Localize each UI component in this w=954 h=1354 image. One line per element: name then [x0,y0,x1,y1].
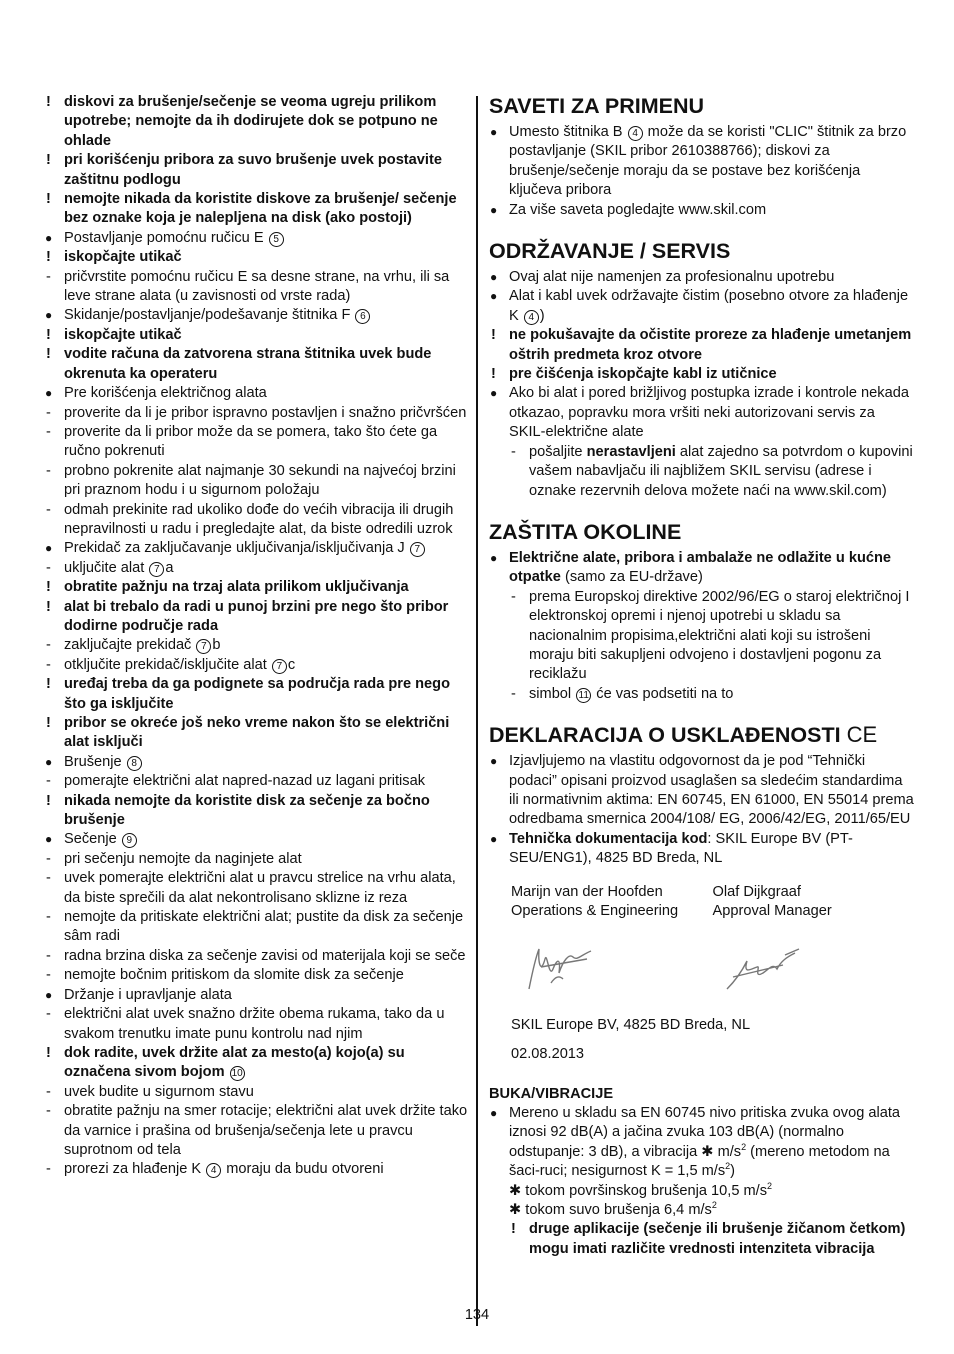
dash-item: - otključite prekidač/isključite alat 7 c [46,656,296,673]
figure-ref: 5 [269,232,284,247]
figure-ref: 9 [122,833,137,848]
figure-ref: 6 [355,309,370,324]
warning-item: ! nikada nemojte da koristite disk za sečenje za bočno brušenje [46,792,430,829]
dash-item: - nemojte bočnim pritiskom da slomite disk za sečenje [46,967,404,984]
warning-item: ! iskopčajte utikač [46,326,182,343]
page-number: 134 [464,1307,490,1323]
dash-item: - zaključajte prekidač 7 b [46,637,221,654]
dash-item: - pri sečenju nemojte da naginjete alat [46,850,302,867]
dash-item: - uvek pomerajte električni alat u pravcu strelice na vrhu alata, da biste sprečili da alat nekontrolisano sklizne iz reza [46,870,456,906]
dash-item: - obratite pažnju na smer rotacije; električni alat uvek držite tako da varnice i prašina od brušenja/sečenja lete u pravcu suprotnom od tela [46,1103,468,1158]
figure-ref: 7 [196,639,211,654]
figure-ref: 11 [576,688,591,703]
section-heading-buka: BUKA/VIBRACIJE [489,1085,614,1102]
dash-item: - pomerajte električni alat napred-nazad uz lagani pritisak [46,773,425,790]
signatory-name: Marijn van der Hoofden [511,883,663,900]
bullet-item: ● Držanje i upravljanje alata [45,986,232,1003]
dash-item: - uključite alat 7 a [46,559,174,576]
warning-item: ! pri korišćenju pribora za suvo brušenje uvek postavite zaštitnu podlogu [46,152,442,188]
warning-item: ! diskovi za brušenje/sečenje se veoma ugreju prilikom upotrebe; nemojte da ih dodirujete dok se potpuno ne ohlade [46,94,438,149]
figure-ref: 8 [127,756,142,771]
dash-item: - uvek budite u sigurnom stavu [46,1083,254,1100]
warning-item: ! dok radite, uvek držite alat za mesto(a) kojo(a) su označena sivom bojom 10 [46,1044,405,1081]
figure-ref: 4 [628,126,643,141]
signatory-1 [511,883,713,1008]
left-column [44,93,470,1180]
signatory-name: Olaf Dijkgraaf [712,883,801,900]
ce-mark-icon: CE [846,722,878,748]
company-address: SKIL Europe BV, 4825 BD Breda, NL [511,1016,751,1033]
dash-item: - probno pokrenite alat najmanje 30 sekundi na najvećoj brzini pri praznom hodu i u sigurnom položaju [46,462,456,499]
figure-ref: 7 [149,562,164,577]
signatures [511,883,914,1008]
bullet-item: ● Električne alate, pribora i ambalaže ne odlažite u kućne otpatke (samo za EU-države) [490,549,892,586]
warning-item: ! ne pokušavajte da očistite proreze za hlađenje umetanjem oštrih predmeta kroz otvore [491,327,912,363]
warning-item: ! druge aplikacije (sečenje ili brušenje žičanom četkom) mogu imati različite vrednosti intenziteta vibracija [511,1221,906,1257]
bullet-item: ● Pre korišćenja električnog alata [45,385,267,402]
bullet-item: ● Za više saveta pogledajte www.skil.com [490,201,767,218]
figure-ref: 7 [272,659,287,674]
warning-item: ! alat bi trebalo da radi u punoj brzini pre nego što pribor dodirne područje rada [46,598,449,634]
signature-2-image [713,939,813,1001]
warning-item: ! vodite računa da zatvorena strana štitnika uvek bude okrenuta ka operateru [46,346,432,382]
dash-item: - prema Europskoj direktive 2002/96/EG o staroj električnoj I elektronskoj opremi i njenoj upotrebi u skladu sa nacionalnim propisima,električni alati koji su istrošeni moraju biti sakupljeni odvojeno i dostavljeni pogonu za reciklažu [511,588,910,683]
signatory-role: Approval Manager [712,903,832,919]
bullet-item: ● Izjavljujemo na vlastitu odgovornost da je pod “Tehnički podaci” opisani proizvod usaglašen sa sledećim standardima ili normativnim aktima: EN 60745, EN 61000, EN 55014 prema odredbama smernica 2004/108/ EG, 2006/42/EG, 2011/65/EU [490,753,914,828]
right-column [489,93,914,1259]
figure-ref: 7 [410,542,425,557]
warning-item: ! uređaj treba da ga podignete sa područja rada pre nego što ga isključite [46,676,451,712]
warning-item: ! pre čišćenja iskopčajte kabl iz utičnice [491,366,777,383]
bullet-item: ● Mereno u skladu sa EN 60745 nivo pritiska zvuka ovog alata iznosi 92 dB(A) a jačina zvuka 103 dB(A) (normalno odstupanje: 3 dB), a vibracija ✱ $m/s^2$ (mereno metodom na šaci-ruci; nesigurnost K = 1,5 $m/s^2$) ✱ tokom površinskog brušenja 10,5 $m/s^2$ ✱ tokom suvo brušenja 6,4 $m/s^2$ [490,1105,901,1219]
bullet-item: ● Ovaj alat nije namenjen za profesionalnu upotrebu [490,269,835,286]
signatory-role: Operations & Engineering [511,903,679,919]
signature-1-image [511,939,611,1001]
bullet-item: ● Sečenje 9 [44,830,470,849]
bullet-item: ● Prekidač za zaključavanje uključivanja/isključivanja J 7 [44,539,470,558]
dash-item: - simbol 11 će vas podsetiti na to [511,685,734,702]
figure-ref: 10 [231,1068,243,1080]
bullet-item: ● Brušenje 8 [44,753,470,772]
section-heading-zastita: ZAŠTITA OKOLINE [489,519,682,544]
warning-item: ! iskopčajte utikač [46,249,182,266]
signatory-2 [713,883,915,1008]
bullet-item: ● Tehnička dokumentacija kod: SKIL Europe BV (PT-SEU/ENG1), 4825 BD Breda, NL [490,830,853,867]
figure-ref: 4 [524,310,539,325]
bullet-item: ● Postavljanje pomoćnu ručicu E 5 [44,229,470,248]
bullet-item: ● Skidanje/postavljanje/podešavanje štitnika F 6 [44,306,470,325]
dash-item: - prorezi za hlađenje K 4 moraju da budu otvoreni [46,1161,384,1178]
dash-item: - pošaljite nerastavljeni alat zajedno sa potvrdom o kupovini vašem nabavljaču ili najbližem SKIL servisu (adrese i oznake rezervnih delova možete naći na www.skil.com) [511,443,913,499]
warning-item: ! obratite pažnju na trzaj alata prilikom uključivanja [46,579,409,596]
dash-item: - pričvrstite pomoćnu ručicu E sa desne strane, na vrhu, ili sa leve strane alata (u zavisnosti od vrste rada) [46,268,450,305]
figure-ref: 4 [206,1163,221,1178]
warning-item: ! pribor se okreće još neko vreme nakon što se električni alat isključi [46,715,450,751]
bullet-item: ● Ako bi alat i pored brižljivog postupka izrade i kontrole nekada otkazao, popravku mora vršiti neki autorizovani servis za SKIL-električne alate [490,385,909,441]
dash-item: - proverite da li pribor može da se pomera, tako što ćete ga ručno pokrenuti [46,423,438,460]
dash-item: - nemojte da pritiskate električni alat; pustite da disk za sečenje sâm radi [46,909,464,945]
bullet-item: ● Alat i kabl uvek održavajte čistim (posebno otvore za hlađenje K 4 ) [490,288,909,324]
warning-item: ! nemojte nikada da koristite diskove za brušenje/ sečenje bez oznake koja je nalepljena na disk (ako postoji) [46,191,457,227]
column-divider [476,96,478,1326]
section-heading-odrzavanje: ODRŽAVANJE / SERVIS [489,239,731,264]
section-heading-saveti: SAVETI ZA PRIMENU [489,94,705,118]
section-heading-deklaracija: DEKLARACIJA O USKLAĐENOSTI CE [489,722,878,748]
dash-item: - radna brzina diska za sečenje zavisi od materijala koji se seče [46,947,466,964]
declaration-date: 02.08.2013 [511,1046,585,1063]
dash-item: - električni alat uvek snažno držite obema rukama, tako da u svakom trenutku imate punu kontrolu nad njim [46,1006,445,1042]
bullet-item: ● Umesto štitnika B 4 može da se koristi "CLIC" štitnik za brzo postavljanje (SKIL pribor 2610388766); diskovi za brušenje/sečenje moraju da se postave bez korišćenja ključeva pribora [490,124,907,199]
dash-item: - odmah prekinite rad ukoliko dođe do većih vibracija ili drugih nepravilnosti u radu i pregledajte alat, da biste odredili uzrok [46,501,454,537]
dash-item: - proverite da li je pribor ispravno postavljen i snažno pričvršćen [46,404,467,421]
